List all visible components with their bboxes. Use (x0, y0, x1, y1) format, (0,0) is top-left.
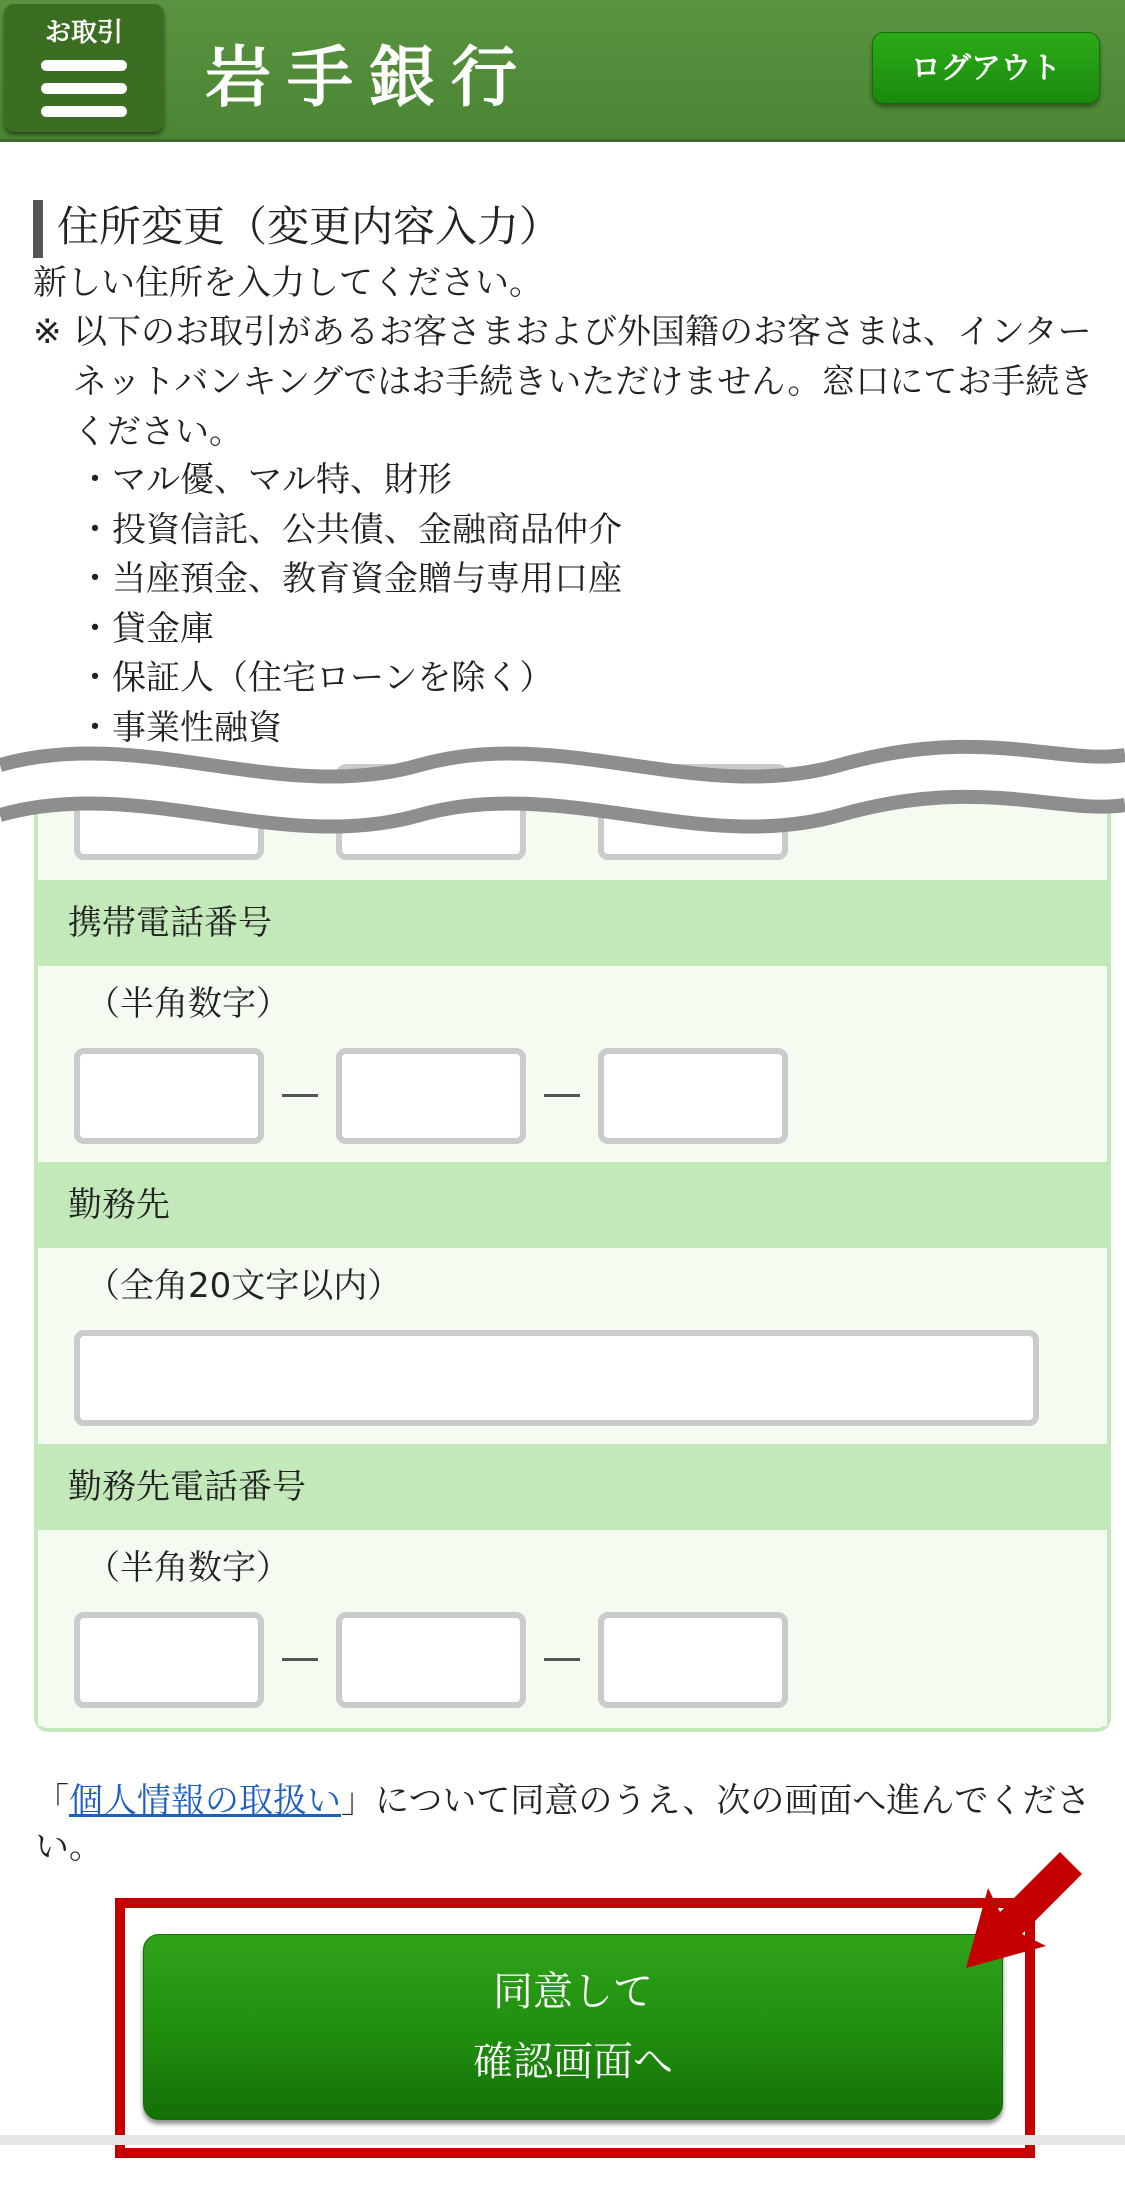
intro-text: 新しい住所を入力してください。 (33, 263, 543, 303)
employer-label: 勤務先 (38, 1162, 1107, 1248)
hamburger-icon (41, 60, 127, 129)
confirm-line-1: 同意して (493, 1969, 653, 2015)
list-item: ・貸金庫 (78, 608, 214, 649)
pointer-arrow-icon (960, 1840, 1090, 1970)
consent-text: 「個人情報の取扱い」について同意のうえ、次の画面へ進んでください。 (35, 1781, 1091, 1867)
agree-and-confirm-button[interactable] (143, 1934, 1003, 2120)
mobile-phone-hint: （半角数字） (86, 984, 290, 1024)
employer-row (38, 1248, 1107, 1444)
page-title: 住所変更（変更内容入力） (33, 200, 561, 258)
bank-logo-title: 岩手銀行 (205, 39, 533, 116)
logout-button[interactable]: ログアウト (872, 32, 1100, 104)
dash-separator (544, 1094, 580, 1097)
footer-divider (0, 2135, 1125, 2145)
privacy-policy-link[interactable]: 個人情報の取扱い (69, 1781, 341, 1821)
dash-separator (282, 1658, 318, 1661)
employer-phone-field-3[interactable] (598, 1612, 788, 1708)
dash-separator (282, 1094, 318, 1097)
employer-hint: （全角20文字以内） (86, 1266, 402, 1306)
app-header (0, 0, 1125, 142)
menu-label: お取引 (44, 18, 123, 48)
address-change-form (34, 770, 1111, 1732)
mobile-phone-row (38, 966, 1107, 1162)
notice (33, 307, 1103, 457)
mobile-phone-field-1[interactable] (74, 1048, 264, 1144)
dash-separator (544, 1658, 580, 1661)
employer-phone-field-2[interactable] (336, 1612, 526, 1708)
notice-mark: ※ (33, 312, 62, 352)
list-item: ・マル優、マル特、財形 (78, 460, 452, 500)
mobile-phone-field-3[interactable] (598, 1048, 788, 1144)
employer-phone-label: 勤務先電話番号 (38, 1444, 1107, 1530)
list-item: ・事業性融資 (78, 707, 282, 748)
employer-input[interactable] (74, 1330, 1039, 1426)
confirm-line-2: 確認画面へ (473, 2039, 673, 2085)
notice-text: 以下のお取引があるお客さまおよび外国籍のお客さまは、インターネットバンキングではお手続きいただけません。窓口にてお手続きください。 (73, 312, 1094, 452)
restricted-transactions-list (78, 456, 622, 753)
omission-wave-divider (0, 730, 1125, 860)
list-item: ・投資信託、公共債、金融商品仲介 (78, 509, 622, 550)
list-item: ・保証人（住宅ローンを除く） (78, 658, 554, 698)
transaction-menu-button[interactable] (4, 4, 164, 132)
employer-phone-row (38, 1530, 1107, 1726)
employer-phone-hint: （半角数字） (86, 1548, 290, 1588)
mobile-phone-label: 携帯電話番号 (38, 880, 1107, 966)
employer-phone-field-1[interactable] (74, 1612, 264, 1708)
mobile-phone-field-2[interactable] (336, 1048, 526, 1144)
list-item: ・当座預金、教育資金贈与専用口座 (78, 559, 622, 599)
